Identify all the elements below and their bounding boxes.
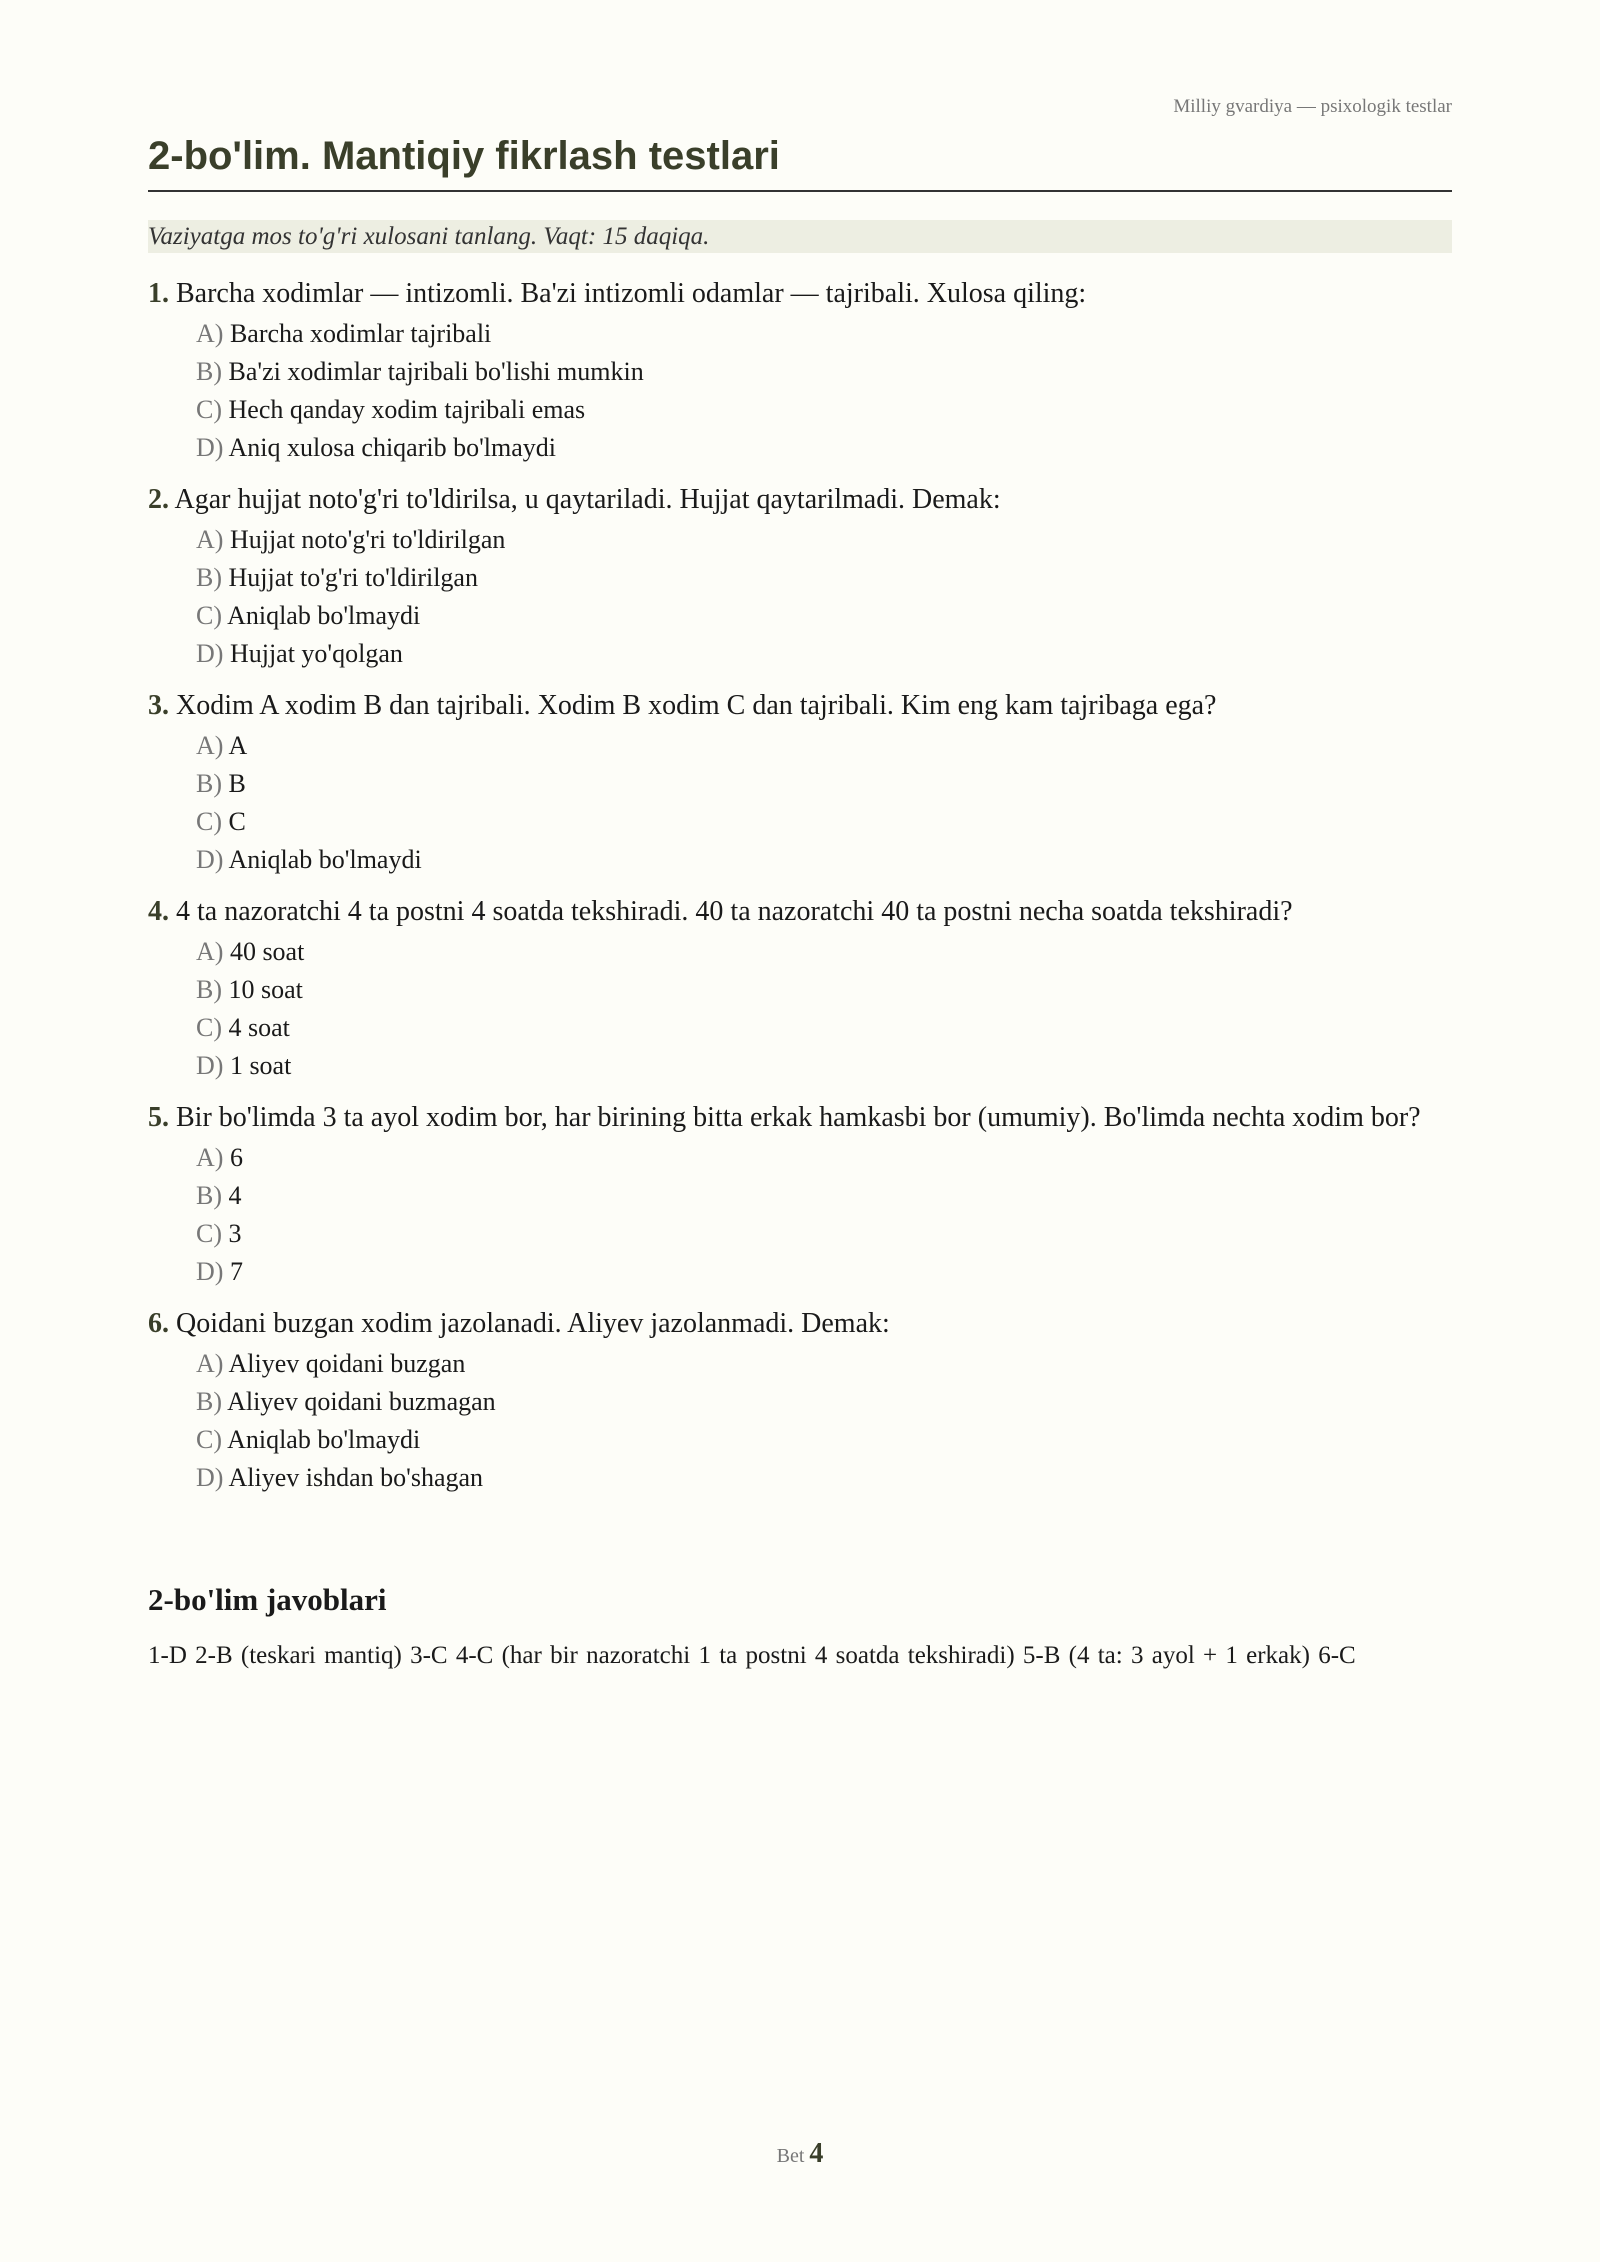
option-text: Ba'zi xodimlar tajribali bo'lishi mumkin xyxy=(228,357,644,386)
question-number: 5. xyxy=(148,1102,169,1133)
option-letter: A) xyxy=(196,1143,224,1172)
page-number: 4 xyxy=(809,2138,824,2169)
option-text: 4 soat xyxy=(228,1013,290,1042)
running-header: Milliy gvardiya — psixologik testlar xyxy=(1173,96,1452,117)
option-text: Aniq xulosa chiqarib bo'lmaydi xyxy=(228,433,556,462)
option-list xyxy=(148,315,1452,467)
option-a[interactable] xyxy=(196,315,1452,353)
question-5 xyxy=(148,1101,1452,1291)
option-letter: D) xyxy=(196,1051,224,1080)
option-text: Aniqlab bo'lmaydi xyxy=(227,1425,421,1454)
question-number: 4. xyxy=(148,896,169,927)
option-a[interactable] xyxy=(196,727,1452,765)
option-letter: B) xyxy=(196,1181,222,1210)
option-letter: C) xyxy=(196,601,222,630)
option-letter: A) xyxy=(196,937,224,966)
option-letter: A) xyxy=(196,525,224,554)
option-text: B xyxy=(228,769,246,798)
option-letter: D) xyxy=(196,639,224,668)
page-label: Bet xyxy=(776,2145,805,2167)
option-text: Hujjat yo'qolgan xyxy=(229,639,403,668)
option-c[interactable] xyxy=(196,1009,1452,1047)
document-page xyxy=(148,0,1452,2262)
option-a[interactable] xyxy=(196,521,1452,559)
option-b[interactable] xyxy=(196,559,1452,597)
option-text: Aliyev ishdan bo'shagan xyxy=(228,1463,484,1492)
question-number: 2. xyxy=(148,484,169,515)
option-letter: C) xyxy=(196,1425,222,1454)
option-c[interactable] xyxy=(196,391,1452,429)
option-letter: D) xyxy=(196,433,224,462)
option-b[interactable] xyxy=(196,971,1452,1009)
option-letter: B) xyxy=(196,975,222,1004)
option-list xyxy=(148,521,1452,673)
question-6 xyxy=(148,1307,1452,1497)
option-b[interactable] xyxy=(196,1383,1452,1421)
option-c[interactable] xyxy=(196,803,1452,841)
option-letter: D) xyxy=(196,845,224,874)
option-letter: B) xyxy=(196,563,222,592)
option-letter: C) xyxy=(196,395,222,424)
page-footer xyxy=(148,2138,1452,2170)
question-text xyxy=(148,1307,1452,1341)
question-3 xyxy=(148,689,1452,879)
option-letter: B) xyxy=(196,1387,222,1416)
option-letter: A) xyxy=(196,1349,224,1378)
option-text: 10 soat xyxy=(228,975,303,1004)
option-letter: A) xyxy=(196,731,224,760)
option-text: A xyxy=(228,731,248,760)
option-letter: B) xyxy=(196,769,222,798)
answers-heading: 2-bo'lim javoblari xyxy=(148,1582,387,1617)
option-text: Aliyev qoidani buzgan xyxy=(228,1349,466,1378)
option-d[interactable] xyxy=(196,429,1452,467)
question-number: 1. xyxy=(148,278,169,309)
option-text: 6 xyxy=(229,1143,243,1172)
option-list xyxy=(148,933,1452,1085)
option-d[interactable] xyxy=(196,1253,1452,1291)
question-text xyxy=(148,689,1452,723)
question-2 xyxy=(148,483,1452,673)
option-c[interactable] xyxy=(196,1421,1452,1459)
question-body: Qoidani buzgan xodim jazolanadi. Aliyev jazolanmadi. Demak: xyxy=(176,1308,890,1339)
option-a[interactable] xyxy=(196,1139,1452,1177)
question-text xyxy=(148,895,1452,929)
option-b[interactable] xyxy=(196,353,1452,391)
question-number: 3. xyxy=(148,690,169,721)
question-body: Bir bo'limda 3 ta ayol xodim bor, har birining bitta erkak hamkasbi bor (umumiy). Bo'limda nechta xodim bor? xyxy=(176,1102,1421,1133)
option-text: 4 xyxy=(228,1181,242,1210)
option-text: Hujjat to'g'ri to'ldirilgan xyxy=(228,563,478,592)
question-body: Barcha xodimlar — intizomli. Ba'zi intizomli odamlar — tajribali. Xulosa qiling: xyxy=(176,278,1087,309)
option-text: Aniqlab bo'lmaydi xyxy=(227,601,421,630)
instruction-banner: Vaziyatga mos to'g'ri xulosani tanlang. Vaqt: 15 daqiqa. xyxy=(148,220,1452,253)
question-list xyxy=(148,277,1452,1513)
option-letter: D) xyxy=(196,1257,224,1286)
option-list xyxy=(148,1139,1452,1291)
option-list xyxy=(148,727,1452,879)
option-text: Barcha xodimlar tajribali xyxy=(229,319,492,348)
option-letter: C) xyxy=(196,1219,222,1248)
option-a[interactable] xyxy=(196,1345,1452,1383)
option-c[interactable] xyxy=(196,1215,1452,1253)
option-d[interactable] xyxy=(196,841,1452,879)
option-text: Hech qanday xodim tajribali emas xyxy=(228,395,586,424)
option-text: 3 xyxy=(228,1219,242,1248)
section-title: 2-bo'lim. Mantiqiy fikrlash testlari xyxy=(148,128,1452,192)
option-c[interactable] xyxy=(196,597,1452,635)
option-list xyxy=(148,1345,1452,1497)
question-number: 6. xyxy=(148,1308,169,1339)
option-text: 7 xyxy=(229,1257,243,1286)
question-4 xyxy=(148,895,1452,1085)
option-letter: D) xyxy=(196,1463,224,1492)
option-d[interactable] xyxy=(196,1459,1452,1497)
option-letter: A) xyxy=(196,319,224,348)
question-body: 4 ta nazoratchi 4 ta postni 4 soatda tekshiradi. 40 ta nazoratchi 40 ta postni necha soatda tekshiradi? xyxy=(176,896,1293,927)
option-letter: B) xyxy=(196,357,222,386)
question-body: Agar hujjat noto'g'ri to'ldirilsa, u qaytariladi. Hujjat qaytarilmadi. Demak: xyxy=(174,484,1001,515)
answer-key: 1-D 2-B (teskari mantiq) 3-C 4-C (har bir nazoratchi 1 ta postni 4 soatda tekshiradi) 5-B (4 ta: 3 ayol + 1 erkak) 6-C xyxy=(148,1642,1356,1669)
question-body: Xodim A xodim B dan tajribali. Xodim B xodim C dan tajribali. Kim eng kam tajribaga ega? xyxy=(176,690,1217,721)
question-text xyxy=(148,277,1452,311)
option-d[interactable] xyxy=(196,635,1452,673)
question-text xyxy=(148,483,1452,517)
option-letter: C) xyxy=(196,807,222,836)
question-text xyxy=(148,1101,1452,1135)
option-text: Aniqlab bo'lmaydi xyxy=(228,845,422,874)
option-d[interactable] xyxy=(196,1047,1452,1085)
option-a[interactable] xyxy=(196,933,1452,971)
option-b[interactable] xyxy=(196,1177,1452,1215)
option-text: C xyxy=(228,807,246,836)
option-text: Hujjat noto'g'ri to'ldirilgan xyxy=(229,525,506,554)
question-1 xyxy=(148,277,1452,467)
option-b[interactable] xyxy=(196,765,1452,803)
option-text: 1 soat xyxy=(229,1051,292,1080)
option-text: Aliyev qoidani buzmagan xyxy=(227,1387,496,1416)
option-text: 40 soat xyxy=(229,937,305,966)
option-letter: C) xyxy=(196,1013,222,1042)
